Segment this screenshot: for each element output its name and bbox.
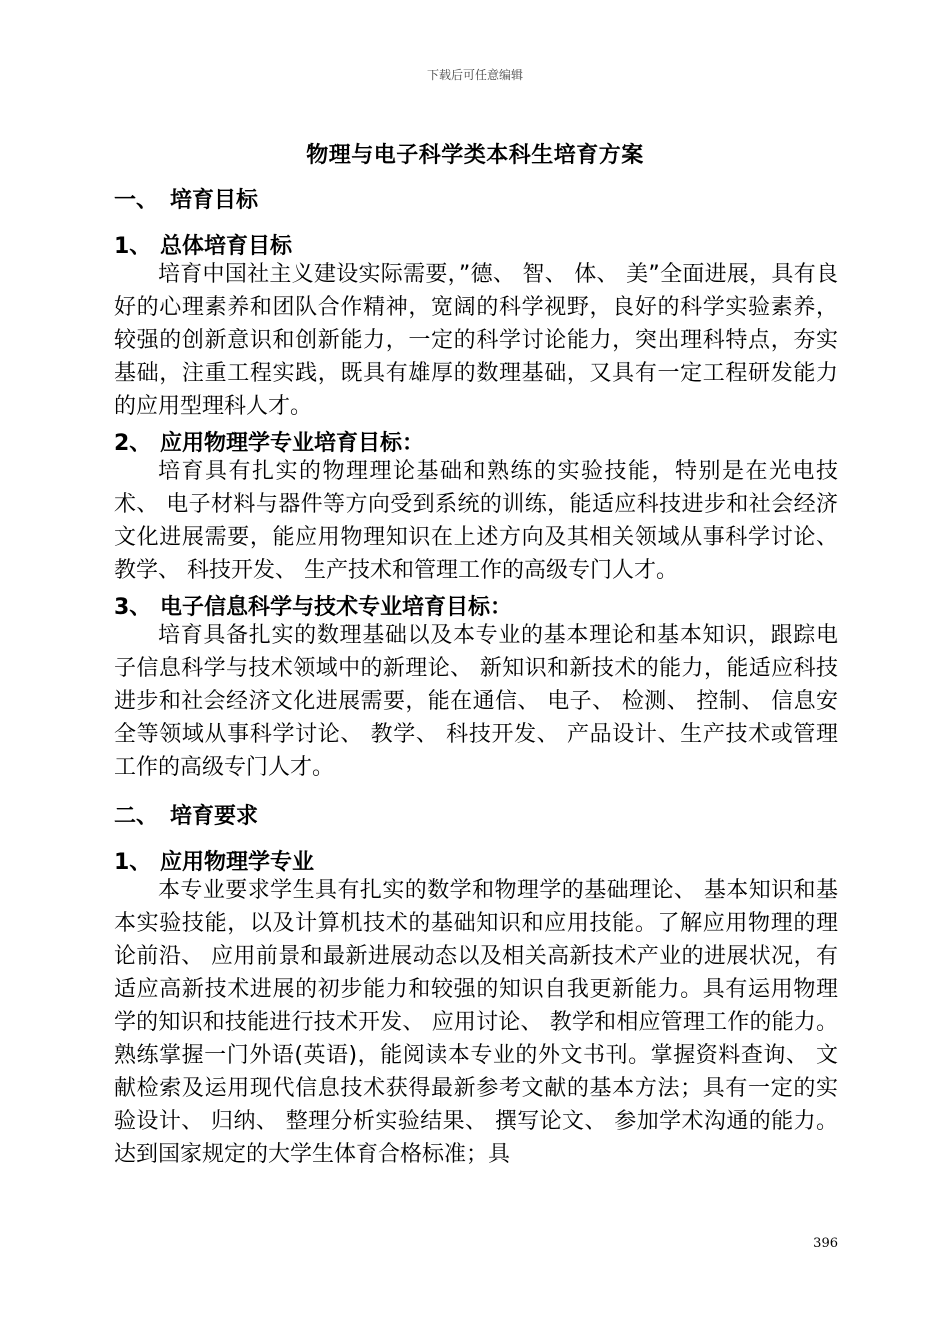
subsection-number: 1、: [114, 234, 152, 259]
subsection-heading-overall-goal: [114, 229, 292, 260]
paragraph-applied-physics-goal: 培育具有扎实的物理理论基础和熟练的实验技能，特别是在光电技术、 电子材料与器件等方向受到系统的训练，能适应科技进步和社会经济文化进展需要，能应用物理知识在上述方向及其相关领域从事科学讨论、 教学、 科技开发、 生产技术和管理工作的高级专门人才。: [114, 459, 838, 583]
section-title: 培育目标: [170, 188, 259, 213]
header-note: 下载后可任意编辑: [426, 68, 523, 82]
section-number: 一、: [114, 188, 159, 213]
subsection-heading-applied-physics-major: [114, 845, 314, 876]
subsection-number: 1、: [114, 850, 152, 875]
subsection-title: 电子信息科学与技术专业培育目标：: [160, 595, 513, 620]
page-number: 396: [813, 1236, 838, 1251]
subsection-title: 总体培育目标: [160, 234, 293, 259]
section-heading-training-requirements: [114, 799, 258, 830]
section-number: 二、: [114, 804, 159, 829]
paragraph-electronic-info-goal: 培育具备扎实的数理基础以及本专业的基本理论和基本知识，跟踪电子信息科学与技术领域中的新理论、 新知识和新技术的能力，能适应科技进步和社会经济文化进展需要，能在通信、 电子、 检测、 控制、 信息安全等领域从事科学讨论、 教学、 科技开发、 产品设计、生产技术或管理工作的高级专门人才。: [114, 623, 838, 780]
paragraph-applied-physics-requirements: 本专业要求学生具有扎实的数学和物理学的基础理论、 基本知识和基本实验技能，以及计算机技术的基础知识和应用技能。了解应用物理的理论前沿、 应用前景和最新进展动态以及相关高新技术产业的进展状况，有适应高新技术进展的初步能力和较强的知识自我更新能力。具有运用物理学的知识和技能进行技术开发、 应用讨论、 教学和相应管理工作的能力。熟练掌握一门外语(英语)，能阅读本专业的外文书刊。掌握资料查询、 文献检索及运用现代信息技术获得最新参考文献的基本方法；具有一定的实验设计、 归纳、 整理分析实验结果、 撰写论文、 参加学术沟通的能力。达到国家规定的大学生体育合格标准；具: [114, 878, 838, 1167]
subsection-heading-electronic-info-goal: [114, 590, 512, 621]
document-title: 物理与电子科学类本科生培育方案: [306, 143, 644, 168]
subsection-number: 3、: [114, 595, 152, 620]
subsection-title: 应用物理学专业培育目标：: [160, 431, 425, 456]
subsection-heading-applied-physics-goal: [114, 426, 424, 457]
section-title: 培育要求: [170, 804, 259, 829]
subsection-title: 应用物理学专业: [160, 850, 315, 875]
section-heading-training-goals: [114, 183, 258, 214]
subsection-number: 2、: [114, 431, 152, 456]
paragraph-overall-goal: 培育中国社主义建设实际需要，”德、 智、 体、 美”全面进展，具有良好的心理素养和团队合作精神，宽阔的科学视野，良好的科学实验素养，较强的创新意识和创新能力，一定的科学讨论能力，突出理科特点，夯实基础，注重工程实践，既具有雄厚的数理基础，又具有一定工程研发能力的应用型理科人才。: [114, 262, 838, 419]
